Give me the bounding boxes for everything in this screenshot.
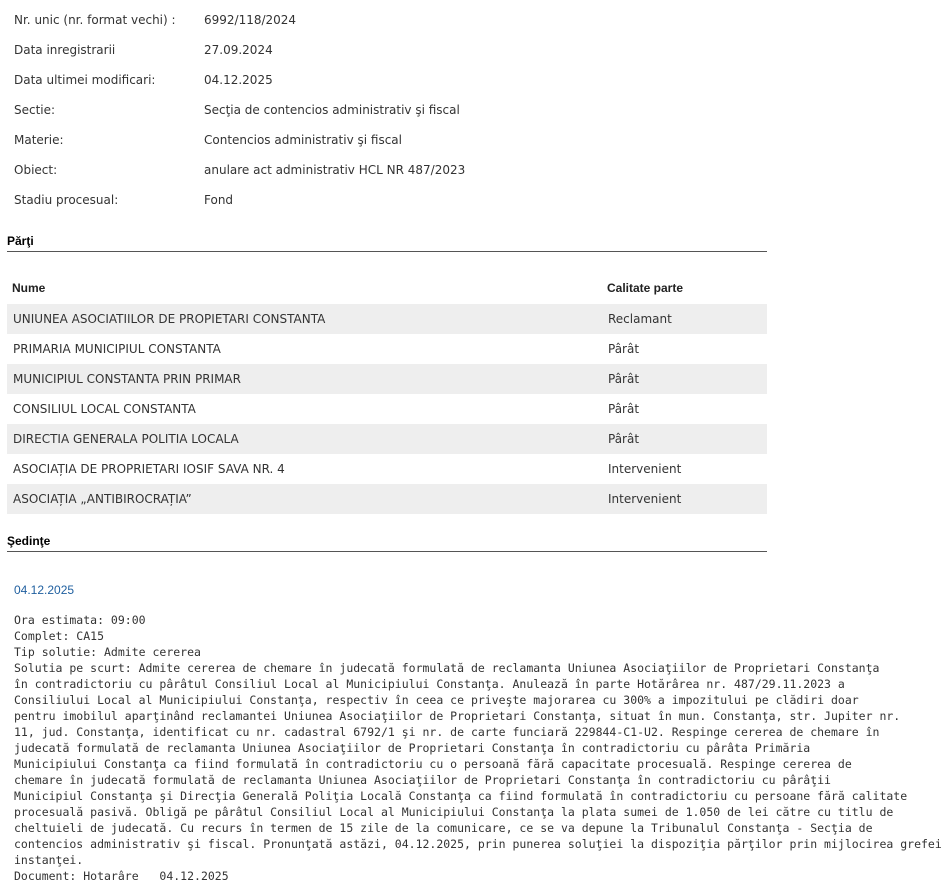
table-row [7,334,767,364]
table-row [7,454,767,484]
party-name: ASOCIAȚIA „ANTIBIROCRAȚIA” [13,492,192,506]
solutie-line: instanţei. [14,853,84,867]
solutie-line: cheltuieli de judecată. Cu recurs în termen de 15 zile de la comunicare, ce se va depune la Tribunalul Constanţa - Secţia de [14,821,873,835]
detail-value: 6992/118/2024 [204,13,297,27]
party-name: MUNICIPIUL CONSTANTA PRIN PRIMAR [13,372,241,386]
party-role: Pârât [608,432,640,446]
session-complet: Complet: CA15 [14,629,105,643]
solutie-line: 11, jud. Constanţa, identificat cu nr. cadastral 6792/1 şi nr. de carte funciară 229844-C1-U2. Respinge cererea de chemare în [14,725,880,739]
parties-rows [7,304,767,514]
detail-label: Stadiu procesual: [14,193,119,207]
party-name: ASOCIAȚIA DE PROPRIETARI IOSIF SAVA NR. 4 [13,462,285,476]
detail-label: Sectie: [14,103,56,117]
detail-label: Data inregistrarii [14,43,116,57]
party-role: Reclamant [608,312,672,326]
table-row [7,394,767,424]
party-role: Intervenient [608,492,682,506]
table-row [7,424,767,454]
column-header-nume: Nume [12,281,46,295]
party-role: Intervenient [608,462,682,476]
solutie-line: pentru imobilul aparţinând reclamantei Uniunea Asociaţiilor de Proprietari Constanţa, situat în mun. Constanţa, str. Jupiter nr. [14,709,901,723]
party-name: DIRECTIA GENERALA POLITIA LOCALA [13,432,239,446]
party-role: Pârât [608,402,640,416]
solutie-line: Solutia pe scurt: Admite cererea de chemare în judecată formulată de reclamanta Uniunea Asociaţiilor de Proprietari Constanţa [14,661,880,675]
detail-value: Contencios administrativ şi fiscal [204,133,402,147]
solutie-line: judecată formulată de reclamanta Uniunea Asociaţiilor de Proprietari Constanţa în contradictoriu cu pârâta Primăria [14,741,811,755]
table-row [7,304,767,334]
detail-value: 04.12.2025 [204,73,273,87]
solutie-line: în contradictoriu cu pârâtul Consiliul Local al Municipiului Constanţa. Anulează în parte Hotărârea nr. 487/29.11.2023 a [14,677,845,691]
session-ora: Ora estimata: 09:00 [14,613,146,627]
solutie-line: procesuală pasivă. Obligă pe pârâtul Consiliul Local al Municipiului Constanţa la plata sumei de 1.050 de lei către cu titlu de [14,805,894,819]
table-row [7,484,767,514]
session-tip-solutie: Tip solutie: Admite cererea [14,645,201,659]
session-document [14,868,764,884]
detail-value: Secţia de contencios administrativ şi fiscal [204,103,460,117]
solutie-line: Municipiul Constanţa şi Direcţia Generală Poliţia Locală Constanţa ca fiind formulată în contradictoriu cu persoane fără calitate [14,789,908,803]
party-name: UNIUNEA ASOCIATIILOR DE PROPIETARI CONSTANTA [13,312,326,326]
detail-label: Obiect: [14,163,58,177]
session-details [14,612,942,884]
party-name: PRIMARIA MUNICIPIUL CONSTANTA [13,342,221,356]
column-header-calitate: Calitate parte [607,281,684,295]
detail-value: Fond [204,193,234,207]
document-date: 04.12.2025 [159,869,229,883]
session-entry [14,582,942,884]
detail-label: Materie: [14,133,64,147]
section-title-sedinte: Şedinţe [7,534,767,552]
session-solutie [14,660,942,868]
solutie-line: chemare în judecată formulată de reclamanta Uniunea Asociaţiilor de Proprietari Constanţa în contradictoriu cu pârâţii [14,773,831,787]
table-row [7,364,767,394]
section-title-parti: Părţi [7,234,767,252]
solutie-line: Consiliului Local al Municipiului Constanţa, respectiv în ceea ce priveşte majorarea cu 300% a impozitului pe clădiri doar [14,693,859,707]
parties-table [7,278,767,514]
party-name: CONSILIUL LOCAL CONSTANTA [13,402,196,416]
document-label: Document: Hotarâre [14,869,139,883]
solutie-line: contencios administrativ şi fiscal. Pronunţată astăzi, 04.12.2025, prin punerea soluţiei la dispoziţia părţilor prin mijlocirea grefei [14,837,942,851]
party-role: Pârât [608,372,640,386]
detail-value: anulare act administrativ HCL NR 487/2023 [204,163,466,177]
session-date[interactable]: 04.12.2025 [14,583,75,597]
solutie-line: Municipiului Constanţa ca fiind formulată în contradictoriu cu o persoană fără capacitate procesuală. Respinge cererea de [14,757,852,771]
detail-label: Nr. unic (nr. format vechi) : [14,13,176,27]
detail-label: Data ultimei modificari: [14,73,156,87]
parties-table-header [7,278,767,304]
party-role: Pârât [608,342,640,356]
detail-value: 27.09.2024 [204,43,273,57]
